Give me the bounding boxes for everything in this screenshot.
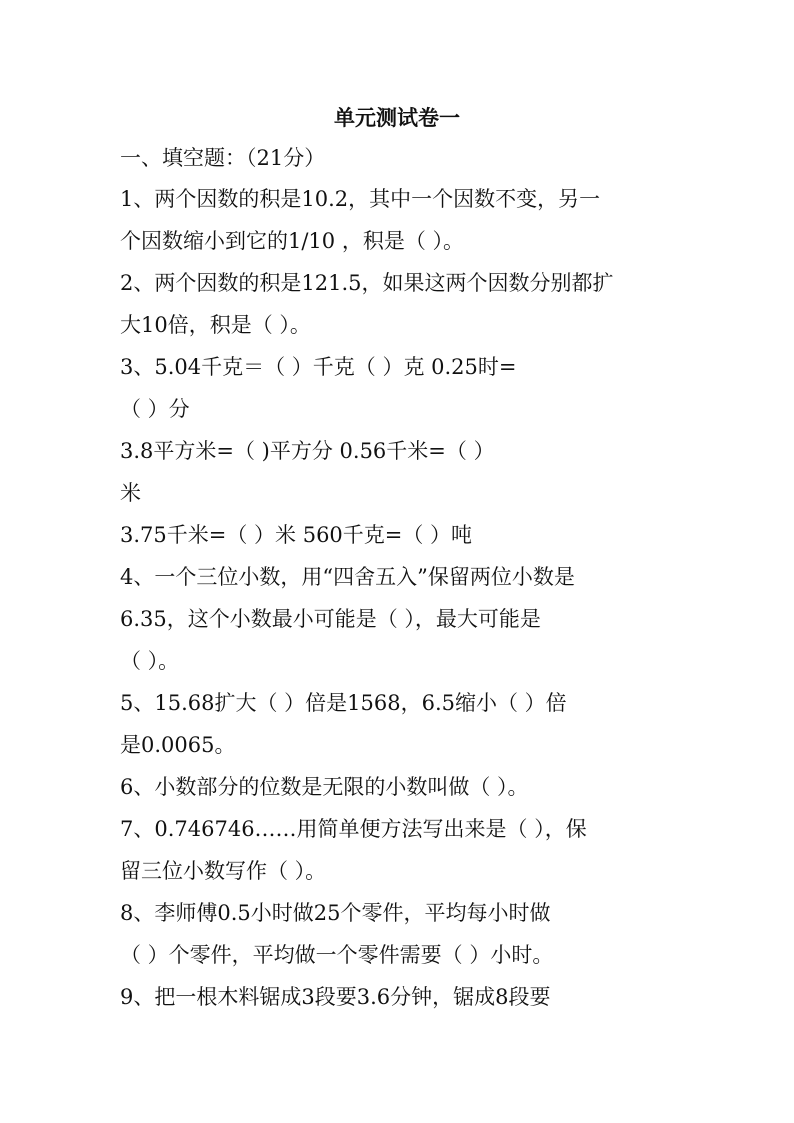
question-1-line-1: 1、两个因数的积是10.2，其中一个因数不变，另一 [120,187,601,211]
question-4-line-2: 6.35，这个小数最小可能是（ ），最大可能是 [120,607,541,631]
question-3-line-2: （ ）分 [120,397,190,421]
question-4-line-1: 4、一个三位小数，用“四舍五入”保留两位小数是 [120,565,575,589]
question-3-line-4: 米 [120,481,141,505]
question-1-line-2: 个因数缩小到它的1/10 ，积是（ ）。 [120,229,465,253]
question-6-line-1: 6、小数部分的位数是无限的小数叫做（ ）。 [120,775,529,799]
page-title: 单元测试卷一 [334,105,460,130]
question-7-line-1: 7、0.746746……用简单便方法写出来是（ ），保 [120,817,587,841]
question-2-line-1: 2、两个因数的积是121.5，如果这两个因数分别都扩 [120,271,614,295]
question-4-line-3: （ ）。 [120,649,180,673]
question-2-line-2: 大10倍，积是（ ）。 [120,313,311,337]
question-9-line-1: 9、把一根木料锯成3段要3.6分钟，锯成8段要 [120,985,551,1009]
question-7-line-2: 留三位小数写作（ ）。 [120,859,327,883]
question-3-line-5: 3.75千米=（ ）米 560千克=（ ）吨 [120,523,473,547]
question-3-line-1: 3、5.04千克＝（ ）千克（ ）克 0.25时= [120,355,517,379]
question-5-line-1: 5、15.68扩大（ ）倍是1568，6.5缩小（ ）倍 [120,691,567,715]
question-3-line-3: 3.8平方米=（ )平方分 0.56千米=（ ） [120,439,495,463]
question-8-line-2: （ ）个零件，平均做一个零件需要（ ）小时。 [120,943,554,967]
section-heading: 一、填空题：（21分） [120,146,326,170]
question-5-line-2: 是0.0065。 [120,733,236,757]
question-8-line-1: 8、李师傅0.5小时做25个零件，平均每小时做 [120,901,551,925]
